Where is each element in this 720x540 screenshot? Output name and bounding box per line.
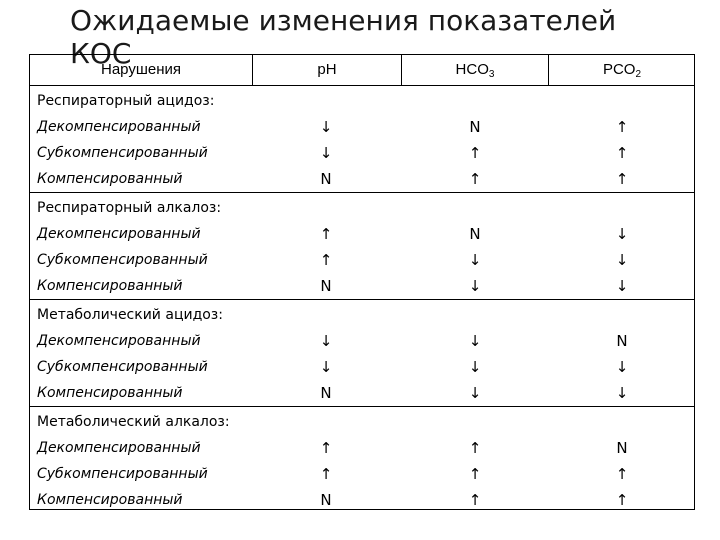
pco2-value: N	[616, 439, 628, 457]
row-label: Компенсированный	[37, 278, 183, 294]
ph-value: N	[320, 170, 332, 188]
ph-value: ↑	[319, 251, 333, 269]
pco2-value: ↓	[615, 358, 629, 376]
hco3-value: ↑	[468, 170, 482, 188]
group-title: Респираторный алкалоз:	[37, 200, 222, 216]
row-label: Декомпенсированный	[37, 119, 201, 135]
pco2-value: ↑	[615, 118, 629, 136]
row-label: Компенсированный	[37, 492, 183, 508]
ph-value: ↓	[319, 358, 333, 376]
group-title: Метаболический ацидоз:	[37, 307, 223, 323]
ph-value: ↑	[319, 439, 333, 457]
pco2-value: ↑	[615, 465, 629, 483]
pco2-value: ↓	[615, 384, 629, 402]
row-label: Субкомпенсированный	[37, 466, 208, 482]
hco3-value: ↑	[468, 465, 482, 483]
hco3-value: ↓	[468, 384, 482, 402]
pco2-value: ↑	[615, 144, 629, 162]
pco2-value: ↑	[615, 491, 629, 509]
pco2-value: ↑	[615, 170, 629, 188]
hco3-value: ↓	[468, 251, 482, 269]
ph-value: ↑	[319, 225, 333, 243]
hco3-value: ↓	[468, 358, 482, 376]
ph-value: N	[320, 491, 332, 509]
group-metabolic-acidosis	[30, 300, 694, 407]
row-label: Субкомпенсированный	[37, 359, 208, 375]
pco2-value: ↓	[615, 251, 629, 269]
group-title: Метаболический алкалоз:	[37, 414, 230, 430]
ph-value: N	[320, 384, 332, 402]
row-label: Субкомпенсированный	[37, 145, 208, 161]
ph-value: ↓	[319, 118, 333, 136]
header-pco2: $PCO_2$	[602, 61, 642, 80]
header-disorders: Нарушения	[100, 61, 181, 78]
row-label: Декомпенсированный	[37, 226, 201, 242]
hco3-value: N	[469, 225, 481, 243]
row-label: Компенсированный	[37, 171, 183, 187]
hco3-value: ↑	[468, 439, 482, 457]
row-label: Субкомпенсированный	[37, 252, 208, 268]
hco3-value: ↓	[468, 277, 482, 295]
row-label: Декомпенсированный	[37, 333, 201, 349]
pco2-value: N	[616, 332, 628, 350]
group-respiratory-alkalosis	[30, 193, 694, 300]
hco3-value: N	[469, 118, 481, 136]
ph-value: ↓	[319, 144, 333, 162]
group-respiratory-acidosis	[30, 86, 694, 193]
row-label: Декомпенсированный	[37, 440, 201, 456]
page-title: Ожидаемые изменения показателей КОС	[70, 4, 617, 70]
row-label: Компенсированный	[37, 385, 183, 401]
pco2-value: ↓	[615, 225, 629, 243]
ph-value: ↑	[319, 465, 333, 483]
ph-value: ↓	[319, 332, 333, 350]
hco3-value: ↑	[468, 144, 482, 162]
ph-value: N	[320, 277, 332, 295]
acid-base-table	[29, 54, 695, 510]
hco3-value: ↑	[468, 491, 482, 509]
header-ph: pH	[317, 61, 337, 78]
table-header	[30, 55, 694, 86]
pco2-value: ↓	[615, 277, 629, 295]
header-hco3: $HCO_3$	[455, 61, 495, 80]
hco3-value: ↓	[468, 332, 482, 350]
group-title: Респираторный ацидоз:	[37, 93, 215, 109]
group-metabolic-alkalosis	[30, 407, 694, 509]
